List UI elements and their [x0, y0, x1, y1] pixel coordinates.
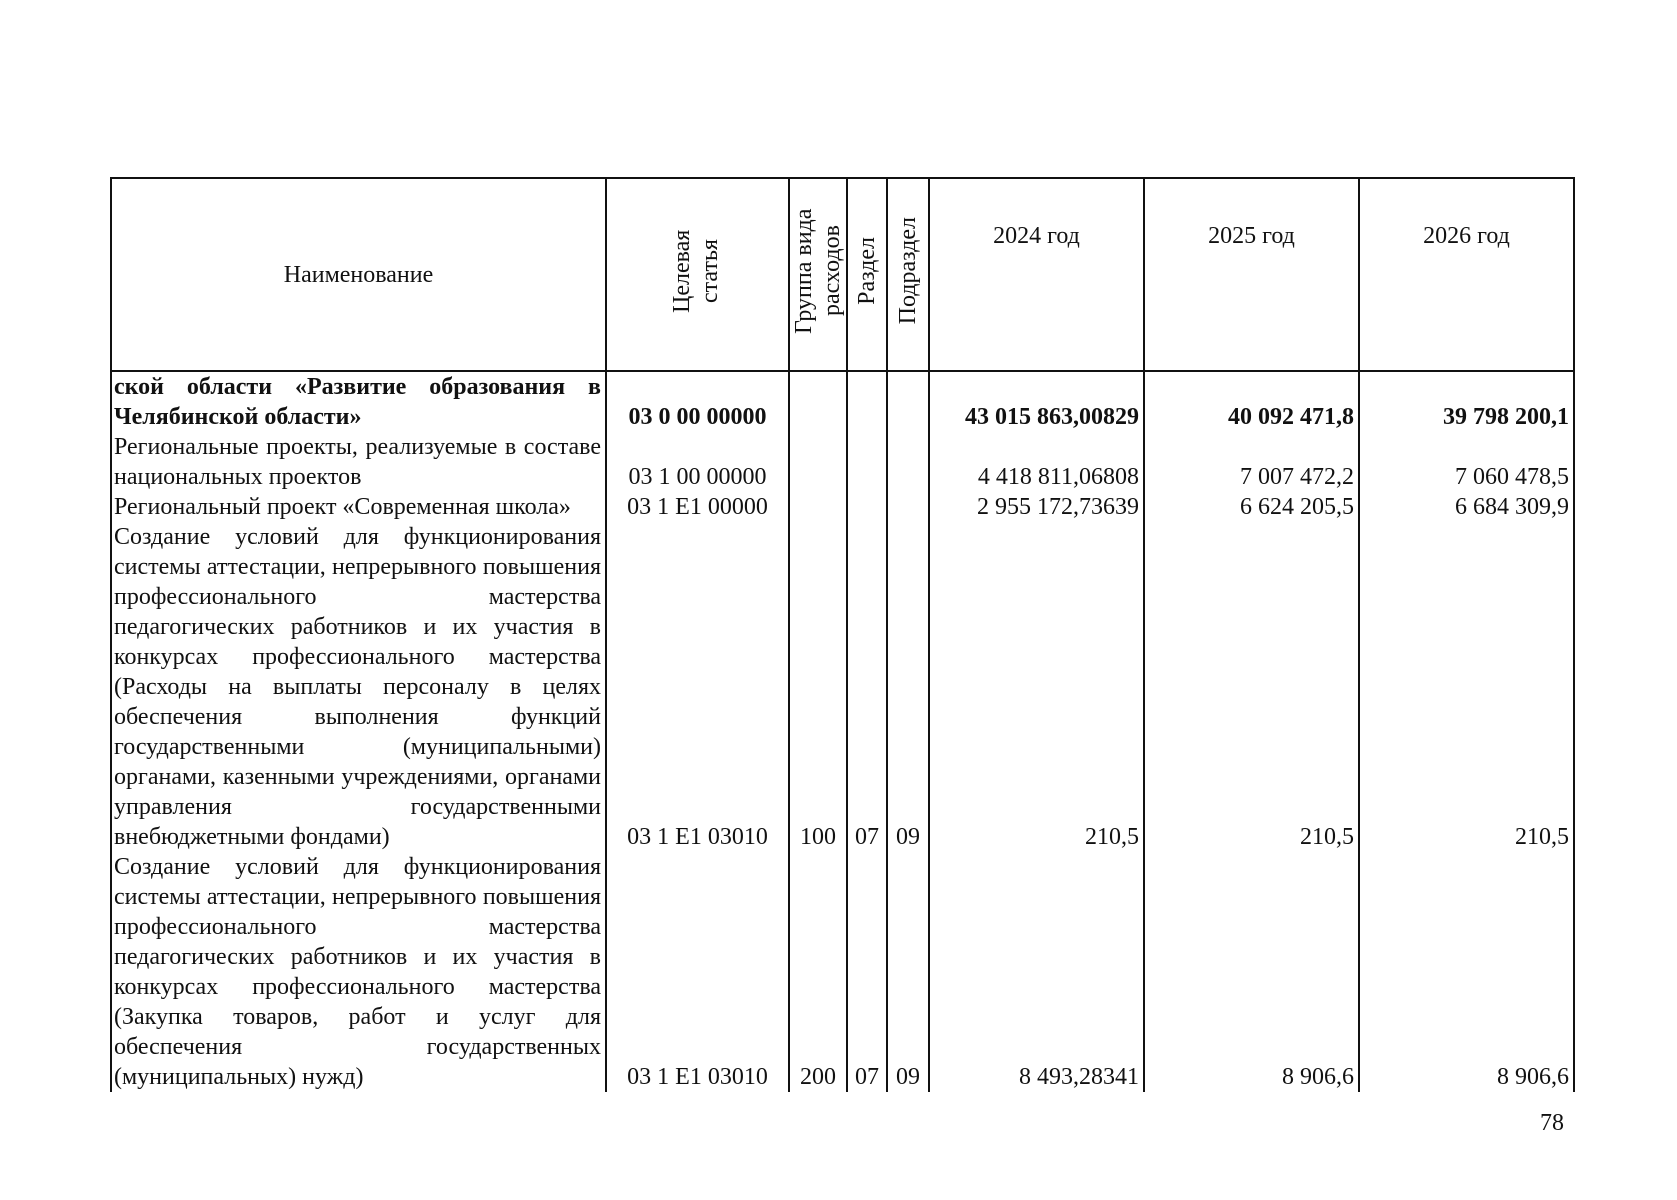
row-subsection: 09	[887, 852, 929, 1092]
row-name: Региональные проекты, реализуемые в составе национальных проектов	[111, 432, 606, 492]
row-target-article: 03 0 00 00000	[606, 371, 789, 432]
header-2026: 2026 год	[1359, 178, 1574, 371]
row-section: 07	[847, 522, 887, 852]
row-name: ской области «Развитие образования в Челябинской области»	[111, 371, 606, 432]
budget-table-container	[110, 177, 1575, 1092]
row-subsection: 09	[887, 522, 929, 852]
row-expense-group: 200	[789, 852, 847, 1092]
row-value-2024: 210,5	[929, 522, 1144, 852]
row-value-2025: 7 007 472,2	[1144, 432, 1359, 492]
row-target-article: 03 1 E1 03010	[606, 852, 789, 1092]
row-value-2025: 40 092 471,8	[1144, 371, 1359, 432]
row-value-2024: 4 418 811,06808	[929, 432, 1144, 492]
row-subsection	[887, 492, 929, 522]
row-target-article: 03 1 E1 00000	[606, 492, 789, 522]
row-target-article: 03 1 00 00000	[606, 432, 789, 492]
row-value-2025: 8 906,6	[1144, 852, 1359, 1092]
page-number: 78	[1540, 1110, 1564, 1136]
table-row	[111, 432, 1574, 492]
row-value-2025: 210,5	[1144, 522, 1359, 852]
header-expense-group: Группа вида расходов	[789, 178, 847, 371]
header-target-article: Целевая статья	[606, 178, 789, 371]
budget-table	[110, 177, 1575, 1092]
header-2025: 2025 год	[1144, 178, 1359, 371]
row-value-2024: 2 955 172,73639	[929, 492, 1144, 522]
row-section	[847, 492, 887, 522]
row-value-2026: 8 906,6	[1359, 852, 1574, 1092]
row-value-2026: 39 798 200,1	[1359, 371, 1574, 432]
header-subsection: Подраздел	[887, 178, 929, 371]
row-expense-group: 100	[789, 522, 847, 852]
row-subsection	[887, 371, 929, 432]
row-value-2026: 210,5	[1359, 522, 1574, 852]
row-target-article: 03 1 E1 03010	[606, 522, 789, 852]
row-expense-group	[789, 371, 847, 432]
table-row	[111, 852, 1574, 1092]
row-name: Создание условий для функционирования системы аттестации, непрерывного повышения профессионального мастерства педагогических работников и их участия в конкурсах профессионального мастерства (Расходы на выплаты персоналу в целях обеспечения выполнения функций государственными (муниципальными) органами, казенными учреждениями, органами управления государственными внебюджетными фондами)	[111, 522, 606, 852]
row-value-2026: 6 684 309,9	[1359, 492, 1574, 522]
header-section: Раздел	[847, 178, 887, 371]
table-row	[111, 371, 1574, 432]
row-section: 07	[847, 852, 887, 1092]
row-section	[847, 371, 887, 432]
header-name: Наименование	[111, 178, 606, 371]
row-section	[847, 432, 887, 492]
row-expense-group	[789, 492, 847, 522]
row-value-2024: 43 015 863,00829	[929, 371, 1144, 432]
table-header-row	[111, 178, 1574, 371]
table-row	[111, 492, 1574, 522]
row-value-2024: 8 493,28341	[929, 852, 1144, 1092]
table-row	[111, 522, 1574, 852]
row-name: Региональный проект «Современная школа»	[111, 492, 606, 522]
row-value-2025: 6 624 205,5	[1144, 492, 1359, 522]
row-expense-group	[789, 432, 847, 492]
header-2024: 2024 год	[929, 178, 1144, 371]
row-name: Создание условий для функционирования системы аттестации, непрерывного повышения профессионального мастерства педагогических работников и их участия в конкурсах профессионального мастерства (Закупка товаров, работ и услуг для обеспечения государственных (муниципальных) нужд)	[111, 852, 606, 1092]
row-subsection	[887, 432, 929, 492]
row-value-2026: 7 060 478,5	[1359, 432, 1574, 492]
